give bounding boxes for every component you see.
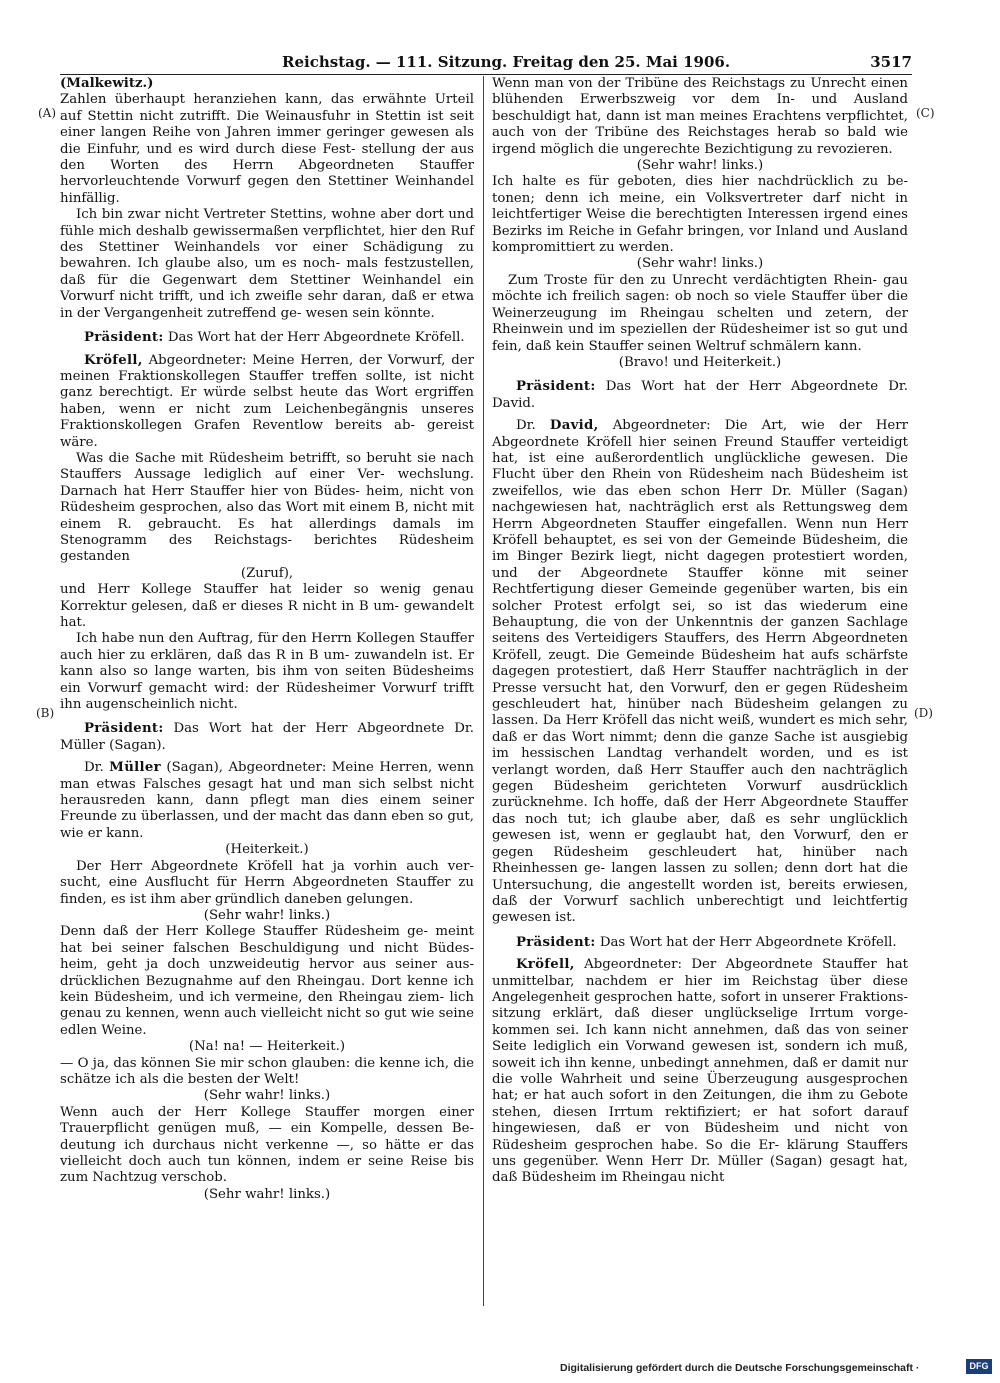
- paragraph: Zum Troste für den zu Unrecht verdächtigten Rhein- gau möchte ich freilich sagen: ob noch so viele Stauffer über die Weinerzeugung im Rheingau schelten und zetern, der Rheinwein und im speziellen der Rüdesheimer ist so gut und fein, daß kein Stauffer seinen Weltruf schmälern kann.: [492, 272, 908, 354]
- interjection: (Sehr wahr! links.): [203, 907, 331, 923]
- speaker-continued: (Malkewitz.): [60, 76, 154, 91]
- paragraph: und Herr Kollege Stauffer hat leider so wenig genau Korrektur gelesen, daß er dieses R nicht in B um- gewandelt hat.: [60, 582, 474, 630]
- speech-mueller: Dr. Müller (Sagan), Abgeordneter: Meine Herren, wenn man etwas Falsches gesagt hat und man sich selbst nicht herausreden kann, dann pflegt man dies einem seiner Freunde zu überlassen, und der macht das dann eben so gut, wie er kann.: [60, 760, 474, 841]
- president-statement: Präsident: Das Wort hat der Herr Abgeordnete Kröfell.: [515, 934, 897, 950]
- speech-david: Dr. David, Abgeordneter: Die Art, wie der Herr Abgeordnete Kröfell hier seinen Freund Stauffer verteidigt hat, ist eine außerordentlich unglückliche gewesen. Die Flucht über den Rhein von Rüdesheim nach Büdesheim ist zweifellos, wie das eben schon Herr Dr. Müller (Sagan) nachgewiesen hat, nachträglich erst als Rettungsweg dem Herrn Abgeordneten Stauffer eingefallen. Wenn nun Herr Kröfell behauptet, es sei von der Gemeinde Büdesheim, die im Binger Bezirk liegt, nicht dagegen protestiert worden, und der Abgeordnete Stauffer könne mit seiner Rechtfertigung dieser Gemeinde gegenüber warten, bis ein solcher Protest erfolgt sei, so ist das wiederum eine Behauptung, die von der Unkenntnis der ganzen Sachlage seitens des Verteidigers Stauffers, des Herrn Abgeordneten Kröfell, zeugt. Die Gemeinde Büdesheim hat aufs schärfste dagegen protestiert, daß Herr Stauffer nachträglich in der Presse versucht hat, den Vorwurf, den er gegen Rüdesheim geschleudert hat, hinüber nach Büdesheim gelangen zu lassen. Da Herr Kröfell das nicht weiß, wundert es mich sehr, daß er das Wort nimmt; denn die ganze Sache ist ausgiebig im hessischen Landtag verhandelt worden, und es ist verlangt worden, daß Herr Stauffer auch den nachträglich gegen Büdesheim gerichteten Vorwurf ausdrücklich zurücknehme. Ich hoffe, daß der Herr Abgeordnete Stauffer das noch tut; ich glaube aber, daß es sehr unglücklich gewesen ist, wenn er geglaubt hat, den Vorwurf, den er gegen Rüdesheim geschleudert hat, hinüber nach Rheinhessen ge- langen lassen zu sollen; denn dort hat die Untersuchung, die angestellt worden ist, bereits erwiesen, daß der Vorwurf sachlich unberechtigt und leichtfertig gewesen ist.: [492, 418, 909, 926]
- page-number: 3517: [870, 53, 912, 71]
- interjection: (Sehr wahr! links.): [636, 158, 764, 174]
- paragraph: Der Herr Abgeordnete Kröfell hat ja vorhin auch ver- sucht, eine Ausflucht für Herrn Abgeordneten Stauffer zu finden, es ist ihm aber gründlich daneben gelungen.: [60, 858, 474, 907]
- running-title: Reichstag. — 111. Sitzung. Freitag den 25. Mai 1906.: [282, 53, 731, 71]
- dfg-logo: DFG: [966, 1359, 992, 1374]
- speech-kroesell: Kröfell, Abgeordneter: Der Abgeordnete Stauffer hat unmittelbar, nachdem er hier im Reichstag über diese Angelegenheit gesprochen hatte, sofort in unserer Fraktions- sitzung erklärt, daß dieser unglückselige Irrtum vorge- kommen sei. Ich kann nicht annehmen, daß das von seiner Seite lediglich ein Vorwand gewesen ist, sondern ich muß, soweit ich ihn kenne, unbedingt annehmen, daß er damit nur die volle Wahrheit und seine Überzeugung ausgesprochen hat; er hat auch sofort in den Zeitungen, die ihm zu Gebote stehen, diesen Irrtum rektifiziert; er hat sofort darauf hingewiesen, daß er von Büdesheim und nicht von Rüdesheim gesprochen habe. So die Er- klärung Stauffers uns gegenüber. Wenn Herr Dr. Müller (Sagan) gesagt hat, daß Büdesheim im Rheingau nicht: [492, 957, 908, 1186]
- paragraph: Denn daß der Herr Kollege Stauffer Rüdesheim ge- meint hat bei seiner falschen Beschuldigung und nicht Büdes- heim, geht ja doch unzweideutig hervor aus seiner aus- drücklichen Bezugnahme auf den Rheingau. Dort kenne ich kein Büdesheim, und ich vermeine, den Rheingau ziem- lich genau zu kennen, wenn auch vielleicht nicht so gut wie seine edlen Weine.: [60, 924, 474, 1038]
- column-divider: [483, 76, 484, 1306]
- interjection: (Bravo! und Heiterkeit.): [618, 354, 782, 370]
- president-statement: Präsident: Das Wort hat der Herr Abgeordnete Dr. David.: [492, 379, 908, 411]
- paragraph: Zahlen überhaupt heranziehen kann, das erwähnte Urteil auf Stettin nicht zutrifft. Die Weinausfuhr in Stettin ist seit einer langen Reihe von Jahren immer geringer gewesen als die Einfuhr, und es wird durch diese Fest- stellung der aus den Worten des Herrn Abgeordneten Stauffer hervorleuchtende Vorwurf gegen den Stettiner Weinhandel hinfällig.: [60, 92, 474, 206]
- paragraph: — O ja, das können Sie mir schon glauben: die kenne ich, die schätze ich als die besten der Welt!: [60, 1055, 474, 1087]
- paragraph: Ich bin zwar nicht Vertreter Stettins, wohne aber dort und fühle mich deshalb gewissermaßen verpflichtet, hier den Ruf des Stettiner Weinhandels vor einer Schädigung zu bewahren. Ich glaube also, um es noch- mals festzustellen, daß für die Gegenwart dem Stettiner Weinhandel ein Vorwurf nicht trifft, und ich zweifle sehr daran, daß er etwa in der Vergangenheit zutreffend ge- wesen sein könnte.: [60, 207, 474, 321]
- interjection: (Heiterkeit.): [225, 842, 309, 858]
- interjection: (Sehr wahr! links.): [636, 256, 764, 272]
- left-column: [60, 76, 474, 1203]
- paragraph: Wenn man von der Tribüne des Reichstags zu Unrecht einen blühenden Erwerbszweig vor dem In- und Ausland beschuldigt hat, dann ist man meines Erachtens verpflichtet, auch von der Tribüne des Reichstages herab so bald wie irgend möglich die ungerechte Bezichtigung zu revozieren.: [492, 76, 908, 157]
- president-statement: Präsident: Das Wort hat der Herr Abgeordnete Dr. Müller (Sagan).: [60, 721, 474, 753]
- interjection: (Zuruf),: [240, 565, 294, 581]
- margin-marker-d: (D): [914, 706, 933, 720]
- paragraph: Was die Sache mit Rüdesheim betrifft, so beruht sie nach Stauffers Aussage lediglich auf einer Ver- wechslung. Darnach hat Herr Stauffer hier von Büdes- heim, nicht von Rüdesheim gesprochen, also das Wort mit einem B, nicht mit einem R. gebraucht. Es hat allerdings damals im Stenogramm des Reichstags- berichtes Rüdesheim gestanden: [60, 450, 474, 565]
- running-header: [60, 50, 912, 75]
- speech-kroesell: Kröfell, Abgeordneter: Meine Herren, der Vorwurf, der meinen Fraktionskollegen Stauffer treffen sollte, ist nicht ganz berechtigt. Er würde selbst heute das Wort ergriffen haben, wenn er nicht zum Leichenbegängnis unseres Fraktionskollegen Grafen Reventlow bereits ab- gereist wäre.: [60, 352, 475, 450]
- digitization-credit: Digitalisierung gefördert durch die Deutsche Forschungsgemeinschaft ·: [560, 1362, 920, 1374]
- margin-marker-c: (C): [916, 106, 935, 120]
- paragraph: Wenn auch der Herr Kollege Stauffer morgen einer Trauerpflicht genügen muß, — ein Kompelle, dessen Be- deutung ich durchaus nicht verkenne —, so hätte er das vielleicht doch auch tun können, indem er seine Reise bis zum Nachtzug verschob.: [60, 1104, 474, 1186]
- right-column: [492, 76, 908, 1187]
- paragraph: Ich halte es für geboten, dies hier nachdrücklich zu be- tonen; denn ich meine, ein Volksvertreter darf nicht in leichtfertiger Weise die berechtigten Interessen irgend eines Bezirks im Reiche in Gefahr bringen, vor Inland und Ausland kompromittiert zu werden.: [492, 174, 908, 256]
- interjection: (Na! na! — Heiterkeit.): [188, 1039, 346, 1055]
- margin-marker-a: (A): [38, 106, 57, 120]
- president-statement: Präsident: Das Wort hat der Herr Abgeordnete Kröfell.: [83, 330, 465, 346]
- margin-marker-b: (B): [36, 706, 55, 720]
- interjection: (Sehr wahr! links.): [203, 1186, 331, 1202]
- paragraph: Ich habe nun den Auftrag, für den Herrn Kollegen Stauffer auch hier zu erklären, daß das R in B um- zuwandeln ist. Er kann also so lange warten, bis ihm von seiten Büdesheims ein Vorwurf gemacht wird: der Rüdesheimer Vorwurf trifft ihn augenscheinlich nicht.: [60, 631, 474, 713]
- interjection: (Sehr wahr! links.): [203, 1088, 331, 1104]
